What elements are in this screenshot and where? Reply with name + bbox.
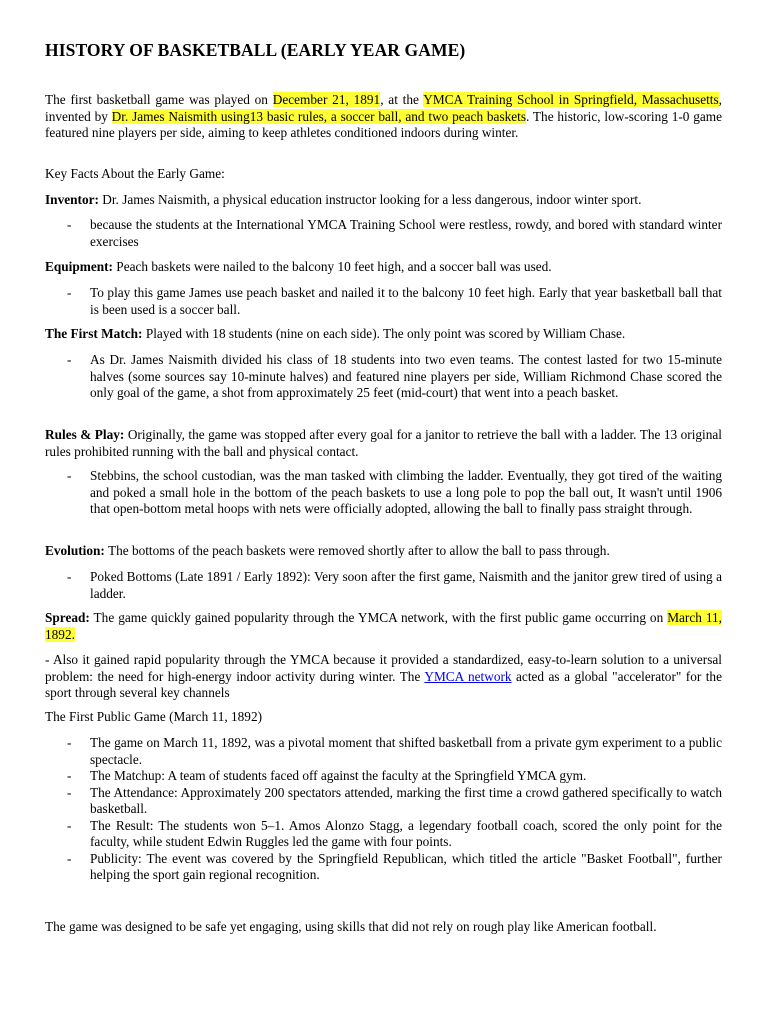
- evolution-label: Evolution:: [45, 543, 105, 558]
- public-game-heading: The First Public Game (March 11, 1892): [45, 709, 263, 724]
- inventor-bullets: [45, 217, 722, 250]
- bullet-text: because the students at the International YMCA Training School were restless, rowdy, and bored with standard winter exercises: [90, 217, 722, 249]
- rules-label: Rules & Play:: [45, 427, 125, 442]
- equipment-bullets: [45, 285, 722, 318]
- intro-text: . The historic, low-scoring 1-0 game featured nine players per side, aiming to keep athletes conditioned indoors during winter.: [45, 108, 723, 140]
- intro-text: , at the: [380, 92, 424, 107]
- first-match-text: Played with 18 students (nine on each side). The only point was scored by William Chase.: [142, 326, 626, 341]
- spread-text: The game quickly gained popularity through the YMCA network, with the first public game occurring on: [89, 610, 668, 625]
- ymca-network-link[interactable]: YMCA network: [424, 668, 512, 684]
- dash-marker: -: [67, 217, 72, 232]
- rules-paragraph: [45, 427, 722, 460]
- equipment-text: Peach baskets were nailed to the balcony 10 feet high, and a soccer ball was used.: [112, 259, 552, 274]
- list-item: [45, 735, 722, 768]
- bullet-text: To play this game James use peach basket and nailed it to the balcony 10 feet high. Early that year basketball ball that is been used is a soccer ball.: [90, 285, 722, 317]
- document-title: HISTORY OF BASKETBALL (EARLY YEAR GAME): [45, 40, 466, 60]
- closing-paragraph: The game was designed to be safe yet engaging, using skills that did not rely on rough play like American football.: [45, 919, 657, 934]
- also-text: acted as a global "accelerator" for the sport through several key channels: [45, 668, 722, 700]
- inventor-text: Dr. James Naismith, a physical education instructor looking for a less dangerous, indoor winter sport.: [98, 192, 642, 207]
- rules-bullets: [45, 468, 722, 518]
- highlight-date: December 21, 1891: [272, 92, 381, 107]
- list-item: [45, 468, 722, 518]
- dash-marker: -: [67, 352, 72, 367]
- list-item: [45, 569, 722, 602]
- list-item: [45, 285, 722, 318]
- bullet-text: Poked Bottoms (Late 1891 / Early 1892): Very soon after the first game, Naismith and the janitor grew tired of using a ladder.: [90, 569, 722, 601]
- evolution-bullets: [45, 569, 722, 602]
- dash-marker: -: [67, 850, 72, 866]
- highlight-public-date: March 11, 1892.: [45, 610, 722, 642]
- evolution-paragraph: [45, 543, 722, 560]
- dash-marker: -: [67, 569, 72, 584]
- intro-paragraph: [45, 92, 722, 142]
- bullet-text: The Attendance: Approximately 200 spectators attended, marking the first time a crowd gathered specifically to watch basketball.: [90, 784, 722, 816]
- bullet-text: The Matchup: A team of students faced off against the faculty at the Springfield YMCA gym.: [90, 768, 587, 783]
- highlight-inventor: Dr. James Naismith using13 basic rules, a soccer ball, and two peach baskets: [111, 108, 527, 124]
- public-game-bullets: [45, 735, 722, 884]
- first-match-paragraph: [45, 326, 722, 343]
- equipment-paragraph: [45, 259, 722, 276]
- highlight-location: YMCA Training School in Springfield, Massachusetts: [423, 92, 719, 107]
- bullet-text: The Result: The students won 5–1. Amos Alonzo Stagg, a legendary football coach, scored the only point for the faculty, while student Edwin Ruggles led the game with four points.: [90, 817, 722, 849]
- dash-marker: -: [67, 285, 72, 300]
- inventor-label: Inventor:: [45, 192, 99, 207]
- list-item: [45, 768, 722, 785]
- list-item: [45, 818, 722, 851]
- rules-text: Originally, the game was stopped after every goal for a janitor to retrieve the ball with a ladder. The 13 original rules prohibited running with the ball and physical contact.: [45, 427, 722, 459]
- dash-marker: -: [67, 817, 72, 833]
- list-item: [45, 851, 722, 884]
- evolution-text: The bottoms of the peach baskets were removed shortly after to allow the ball to pass through.: [104, 543, 610, 558]
- bullet-text: The game on March 11, 1892, was a pivotal moment that shifted basketball from a private gym experiment to a public spectacle.: [90, 735, 722, 767]
- dash-marker: -: [67, 784, 72, 800]
- dash-marker: -: [67, 735, 72, 750]
- bullet-text: Publicity: The event was covered by the Springfield Republican, which titled the article "Basket Football", further helping the sport gain regional recognition.: [90, 850, 722, 882]
- intro-text: , invented by: [45, 92, 722, 124]
- list-item: [45, 352, 722, 402]
- key-facts-heading: Key Facts About the Early Game:: [45, 166, 225, 181]
- inventor-paragraph: [45, 192, 722, 209]
- first-match-label: The First Match:: [45, 326, 143, 341]
- equipment-label: Equipment:: [45, 259, 113, 274]
- also-paragraph: [45, 652, 722, 702]
- list-item: [45, 785, 722, 818]
- bullet-text: Stebbins, the school custodian, was the man tasked with climbing the ladder. Eventually, they got tired of the waiting and poked a small hole in the bottom of the peach baskets to use a long pole to pop the ball out, It wasn't until 1906 that open-bottom metal hoops with nets were officially adopted, allowing the ball to finally pass straight through.: [90, 468, 722, 516]
- dash-marker: -: [67, 468, 72, 483]
- also-text: - Also it gained rapid popularity through the YMCA because it provided a standardized, easy-to-learn solution to a universal problem: the need for high-energy indoor activity during winter. The: [45, 652, 722, 684]
- bullet-text: As Dr. James Naismith divided his class of 18 students into two even teams. The contest lasted for two 15-minute halves (some sources say 10-minute halves) and featured nine players per side, William Richmond Chase scored the only goal of the game, a shot from approximately 25 feet (mid-court) that went into a peach basket.: [90, 352, 722, 400]
- dash-marker: -: [67, 768, 72, 783]
- intro-text: The first basketball game was played on: [45, 92, 273, 107]
- spread-label: Spread:: [45, 610, 90, 625]
- first-match-bullets: [45, 352, 722, 402]
- spread-paragraph: [45, 610, 722, 643]
- list-item: [45, 217, 722, 250]
